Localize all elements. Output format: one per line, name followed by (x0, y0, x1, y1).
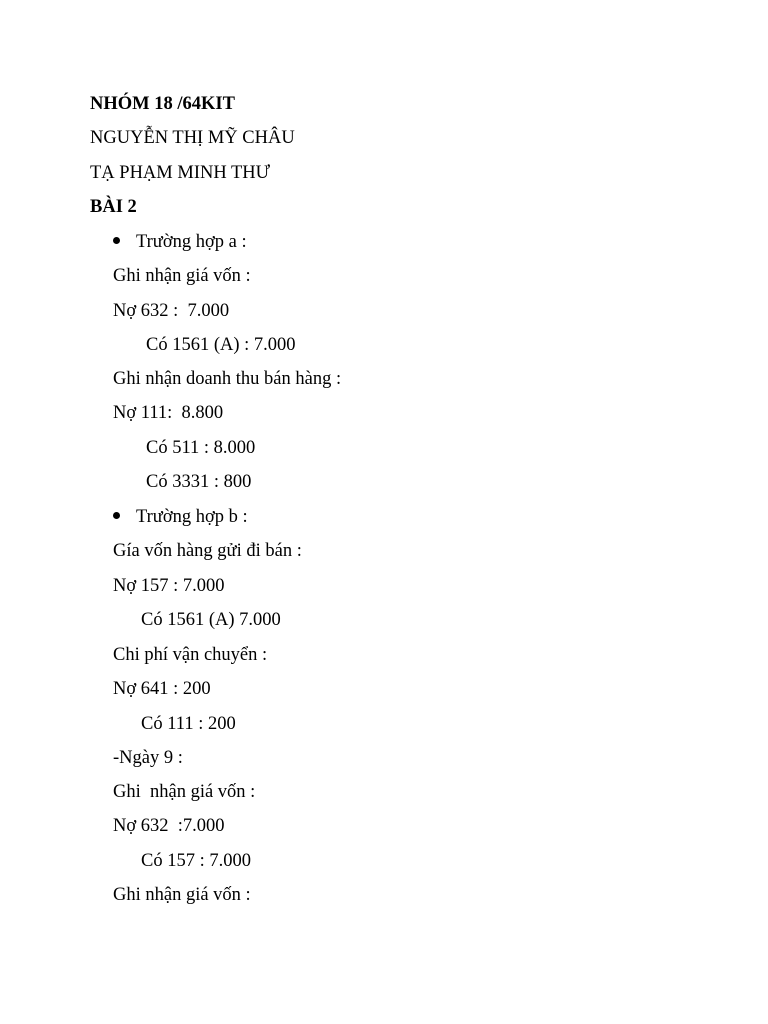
member-name-1: NGUYỄN THỊ MỸ CHÂU (90, 128, 295, 148)
case-b-day9-debit: Nợ 632 :7.000 (113, 816, 225, 836)
bullet-icon (113, 512, 120, 519)
case-b-goods-credit: Có 1561 (A) 7.000 (141, 610, 281, 630)
case-b-title: Trường hợp b : (136, 507, 248, 527)
case-a-title: Trường hợp a : (136, 232, 247, 252)
case-a-revenue-heading: Ghi nhận doanh thu bán hàng : (113, 369, 342, 389)
case-a-cost-credit: Có 1561 (A) : 7.000 (146, 335, 296, 355)
case-b-day9-cost-heading: Ghi nhận giá vốn : (113, 782, 256, 802)
case-b-shipping-debit: Nợ 641 : 200 (113, 679, 211, 699)
bullet-icon (113, 237, 120, 244)
case-b-day9-credit: Có 157 : 7.000 (141, 851, 251, 871)
case-b-shipping-credit: Có 111 : 200 (141, 714, 236, 734)
member-name-2: TẠ PHẠM MINH THƯ (90, 163, 271, 183)
case-b-goods-heading: Gía vốn hàng gửi đi bán : (113, 541, 302, 561)
exercise-heading: BÀI 2 (90, 197, 137, 217)
case-a-cost-heading: Ghi nhận giá vốn : (113, 266, 251, 286)
case-b-shipping-heading: Chi phí vận chuyển : (113, 645, 268, 665)
case-a-revenue-credit-2: Có 3331 : 800 (146, 472, 252, 492)
case-a-cost-debit: Nợ 632 : 7.000 (113, 301, 230, 321)
case-b-day9: -Ngày 9 : (113, 748, 183, 768)
case-a-revenue-credit-1: Có 511 : 8.000 (146, 438, 256, 458)
case-b-final-heading: Ghi nhận giá vốn : (113, 885, 251, 905)
case-b-goods-debit: Nợ 157 : 7.000 (113, 576, 225, 596)
group-heading: NHÓM 18 /64KIT (90, 94, 235, 114)
case-a-revenue-debit: Nợ 111: 8.800 (113, 403, 224, 423)
